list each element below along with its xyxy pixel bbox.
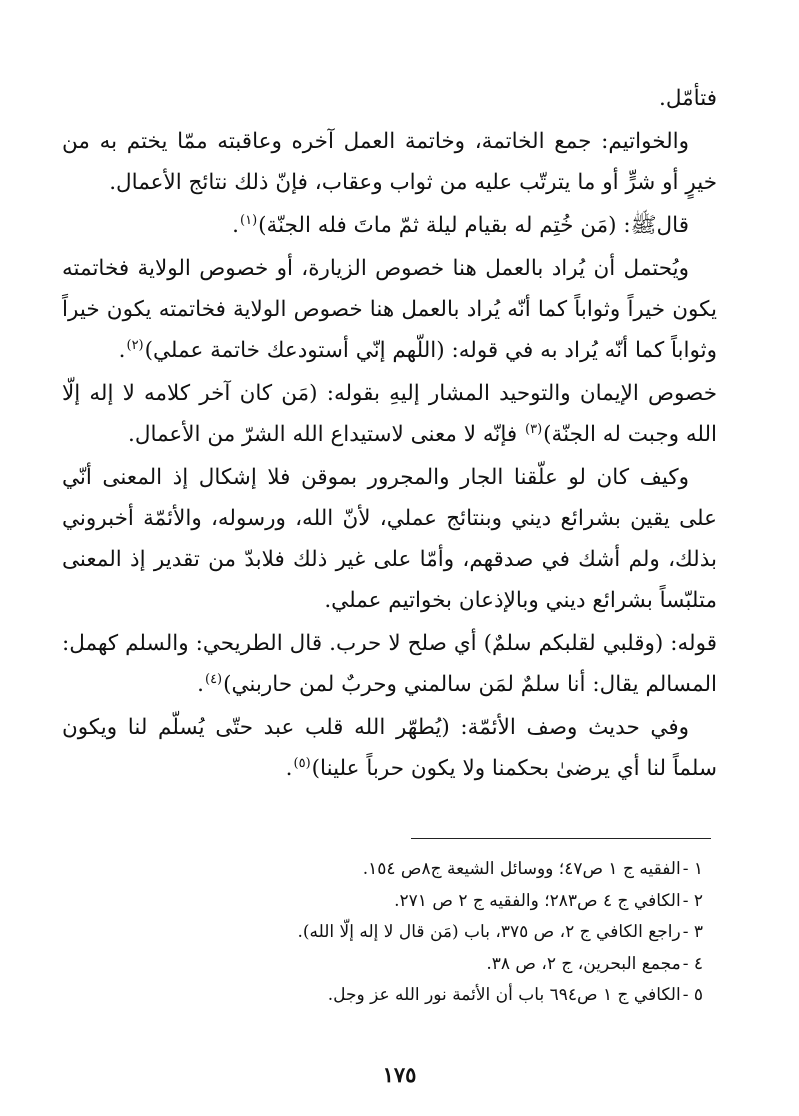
paragraph-text: وكيف كان لو علّقنا الجار والمجرور بموقن فلا إشكال إذ المعنى أنّي على يقين بشرائع ديني وبنتائج عملي، لأنّ الله، ورسوله، والأئمّة أخبروني بذلك، ولم أشك في صدقهم، وأمّا على غير ذلك فلابدّ من تقدير إذ المعنى متلبّساً بشرائع ديني وبالإذعان بخواتيم عملي. [62,465,717,613]
paragraph [62,205,717,246]
punctuation: . [118,338,126,363]
punctuation: . [197,672,204,697]
footnote-text: راجع الكافي ج ٢، ص ٣٧٥، باب (مَن قال لا إله إلّا الله). [297,922,681,942]
footnote-number: ٥ - [682,985,703,1005]
footnote-reference: (٤) [204,671,223,687]
paragraph [62,121,717,203]
footnote-reference: (١) [240,212,258,228]
footnotes-list [80,854,703,1012]
paragraph [62,623,717,705]
paragraph [62,373,717,455]
punctuation: . [232,213,240,238]
footnote-text: الكافي ج ٤ ص٢٨٣؛ والفقيه ج ٢ ص ٢٧١. [394,890,681,911]
footnote-text: الكافي ج ١ ص٦٩٤ باب أن الأئمة نور الله عز وجل. [327,985,681,1005]
page-number: ١٧٥ [382,1062,417,1087]
footnote-item [80,854,703,886]
paragraph [62,457,717,621]
footnote-number: ٤ - [682,953,703,974]
main-text [62,78,717,791]
paragraph-text: وفي حديث وصف الأئمّة: (يُطهّر الله قلب عبد حتّى يُسلّم لنا ويكون سلماً لنا أي يرضىٰ بحكمنا ولا يكون حرباً علينا) [62,715,717,781]
paragraph-text: ويُحتمل أن يُراد بالعمل هنا خصوص الزيارة، أو خصوص الولاية فخاتمته يكون خيراً وثواباً كما أنّه يُراد بالعمل هنا خصوص الولاية فخاتمته يكون خيراً وثواباً كما أنّه يُراد به في قوله: (اللّهم إنّي أستودعك خاتمة عملي) [62,256,717,363]
footnote-reference: (٥) [293,755,311,771]
footnote-separator [411,838,711,839]
paragraph-text: فتأمّل. [659,86,717,111]
footnote-item [80,949,703,981]
footnote-reference: (٢) [126,337,144,353]
footnote-item [80,917,703,949]
paragraph-text: قوله: (وقلبي لقلبكم سلمٌ) أي صلح لا حرب. قال الطريحي: والسلم كهمل: المسالم يقال: أنا سلمٌ لمَن سالمني وحربٌ لمن حاربني) [62,631,717,697]
footnote-item [80,886,703,918]
footnote-text: مجمع البحرين، ج ٢، ص ٣٨. [486,953,681,974]
footnote-reference: (٣) [525,421,543,437]
footnote-item [80,980,703,1012]
footnote-number: ٢ - [682,890,703,911]
footnote-number: ٣ - [682,922,703,942]
paragraph-text: قالﷺ: (مَن خُتِم له بقيام ليلة ثمّ ماتَ فله الجنّة) [258,213,689,238]
paragraph [62,707,717,789]
paragraph [62,78,717,119]
punctuation: . [285,756,293,781]
footnote-number: ١ - [682,859,703,879]
paragraph-text: خصوص الإيمان والتوحيد المشار إليهِ بقوله: (مَن كان آخر كلامه لا إله إلّا الله وجبت له الجنّة) [62,381,717,447]
paragraph-text: فإنّه لا معنى لاستيداع الله الشرّ من الأعمال. [128,422,525,447]
paragraph [62,248,717,371]
paragraph-text: والخواتيم: جمع الخاتمة، وخاتمة العمل آخره وعاقبته ممّا يختم به من خيرٍ أو شرٍّ أو ما يترتّب عليه من ثواب وعقاب، فإنّ ذلك نتائج الأعمال. [62,129,717,195]
footnote-text: الفقيه ج ١ ص٤٧؛ ووسائل الشيعة ج٨ص ١٥٤. [362,859,681,879]
